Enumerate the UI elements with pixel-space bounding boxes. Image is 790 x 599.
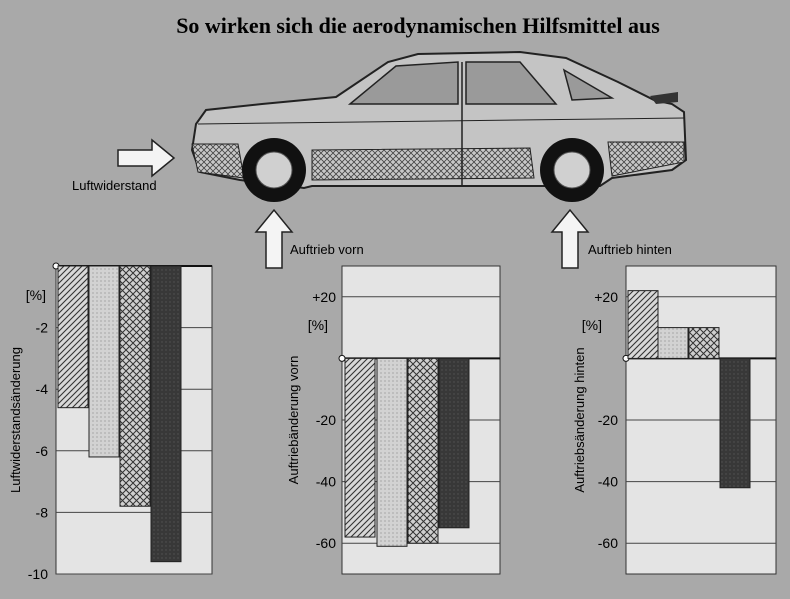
y-axis-title: Luftwiderstandsänderung xyxy=(8,347,23,493)
drag-arrow-icon xyxy=(118,140,174,176)
tick-label: -2 xyxy=(35,319,48,336)
car-side-skirt xyxy=(312,148,534,180)
bar xyxy=(689,328,719,359)
tick-label: -60 xyxy=(315,535,336,552)
bar xyxy=(120,266,150,506)
rear-wheel-rim xyxy=(554,152,590,188)
bar xyxy=(58,266,88,408)
bar xyxy=(720,358,750,487)
bar xyxy=(408,358,438,543)
bar xyxy=(628,291,658,359)
bar xyxy=(377,358,407,546)
tick-label: -6 xyxy=(35,442,48,459)
drag-label: Luftwiderstand xyxy=(72,178,157,193)
bar xyxy=(345,358,375,537)
unit-label: [%] xyxy=(581,317,602,333)
tick-label: -20 xyxy=(597,412,618,428)
car-illustration xyxy=(192,52,686,202)
tick-label: -40 xyxy=(315,473,336,490)
chart-2 xyxy=(286,266,500,574)
bar xyxy=(151,266,181,562)
tick-label: -10 xyxy=(27,566,48,582)
bar xyxy=(89,266,119,457)
unit-label: [%] xyxy=(307,317,328,333)
chart-1 xyxy=(8,263,212,582)
bar xyxy=(439,358,469,527)
tick-label: +20 xyxy=(312,288,336,305)
chart-title: So wirken sich die aerodynamischen Hilfsmittel aus xyxy=(176,13,660,38)
tick-label: -20 xyxy=(315,412,336,428)
tick-label: +20 xyxy=(594,288,618,305)
rear-lift-arrow-icon xyxy=(552,210,588,268)
unit-label: [%] xyxy=(25,287,46,303)
axis-origin-marker xyxy=(339,355,345,361)
front-wheel-rim xyxy=(256,152,292,188)
y-axis-title: Auftriebänderung vorn xyxy=(286,355,301,485)
front-lift-label: Auftrieb vorn xyxy=(290,242,364,257)
bar xyxy=(658,328,688,359)
front-lift-arrow-icon xyxy=(256,210,292,268)
y-axis-title: Auftriebsänderung hinten xyxy=(572,347,587,493)
rear-lift-label: Auftrieb hinten xyxy=(588,242,672,257)
tick-label: -4 xyxy=(35,381,48,398)
tick-label: -8 xyxy=(35,504,48,521)
chart-3 xyxy=(572,266,776,574)
tick-label: -60 xyxy=(597,535,618,552)
tick-label: -40 xyxy=(597,473,618,490)
